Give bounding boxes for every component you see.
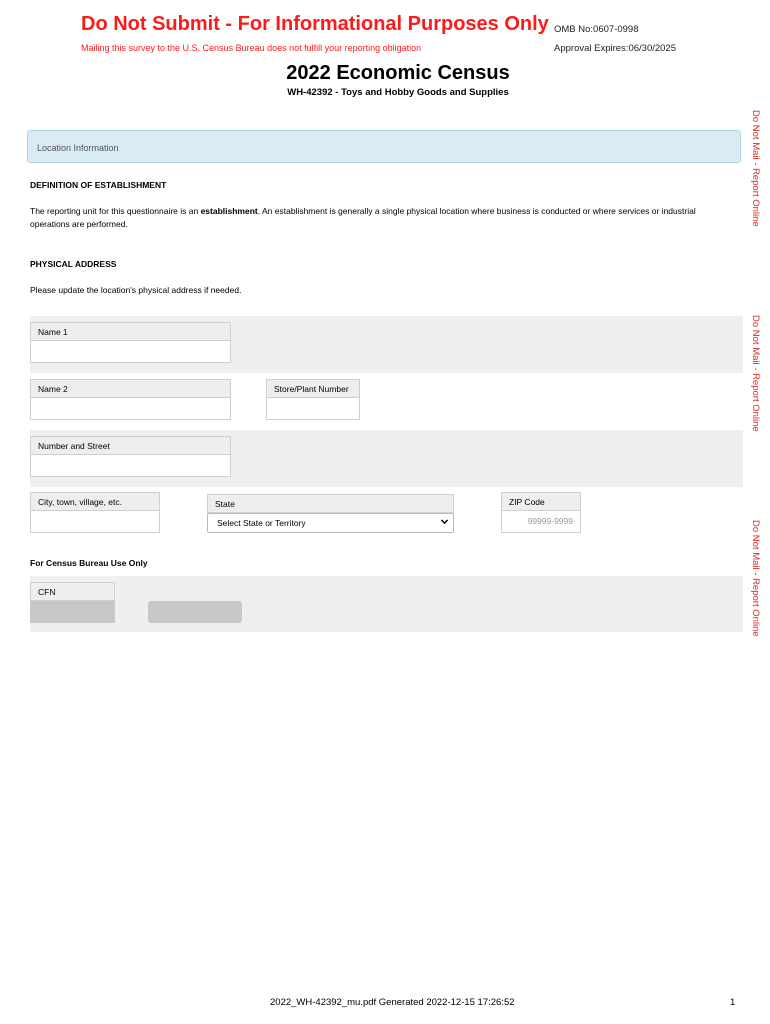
name2-input[interactable] xyxy=(30,398,231,420)
city-label: City, town, village, etc. xyxy=(30,492,160,511)
definition-text xyxy=(30,205,730,231)
form-subtitle: WH-42392 - Toys and Hobby Goods and Supplies xyxy=(287,87,509,98)
physical-address-heading: PHYSICAL ADDRESS xyxy=(30,259,117,269)
banner-title: Do Not Submit - For Informational Purposes Only xyxy=(81,13,549,35)
definition-text-bold: establishment xyxy=(200,206,258,216)
census-use-field xyxy=(148,601,242,623)
census-use-heading: For Census Bureau Use Only xyxy=(30,558,148,568)
name1-label: Name 1 xyxy=(30,322,231,341)
side-note: Do Not Mail - Report Online xyxy=(750,520,761,637)
state-select-value: Select State or Territory xyxy=(217,518,306,528)
definition-text-end: . An establishment is generally a single physical location where business is conducted or where services or industrial operations are performed. xyxy=(30,206,696,229)
cfn-label: CFN xyxy=(30,582,115,601)
street-input[interactable] xyxy=(30,455,231,477)
banner-subtitle: Mailing this survey to the U.S. Census Bureau does not fulfill your reporting obligation xyxy=(81,43,422,53)
page-number: 1 xyxy=(730,997,736,1008)
store-plant-label: Store/Plant Number xyxy=(266,379,360,398)
location-info-panel xyxy=(27,130,741,163)
side-note: Do Not Mail - Report Online xyxy=(750,315,761,432)
store-plant-input[interactable] xyxy=(266,398,360,420)
state-select[interactable] xyxy=(207,513,454,533)
name2-label: Name 2 xyxy=(30,379,231,398)
street-label: Number and Street xyxy=(30,436,231,455)
city-input[interactable] xyxy=(30,511,160,533)
physical-address-instruction: Please update the location's physical address if needed. xyxy=(30,285,242,295)
census-title: 2022 Economic Census xyxy=(286,62,510,84)
cfn-field xyxy=(30,601,115,623)
zip-label: ZIP Code xyxy=(501,492,581,511)
location-info-label: Location Information xyxy=(37,143,119,153)
zip-input[interactable]: 99999-9999 xyxy=(501,511,581,533)
state-label: State xyxy=(207,494,454,513)
name1-input[interactable] xyxy=(30,341,231,363)
definition-heading: DEFINITION OF ESTABLISHMENT xyxy=(30,180,167,190)
approval-expires: Approval Expires:06/30/2025 xyxy=(554,43,676,54)
footer-text: 2022_WH-42392_mu.pdf Generated 2022-12-15 17:26:52 xyxy=(270,997,515,1008)
omb-number: OMB No:0607-0998 xyxy=(554,24,639,35)
side-note: Do Not Mail - Report Online xyxy=(750,110,761,227)
chevron-down-icon xyxy=(440,517,449,528)
definition-text-start: The reporting unit for this questionnaire is an xyxy=(30,206,201,216)
census-use-band xyxy=(30,576,743,632)
